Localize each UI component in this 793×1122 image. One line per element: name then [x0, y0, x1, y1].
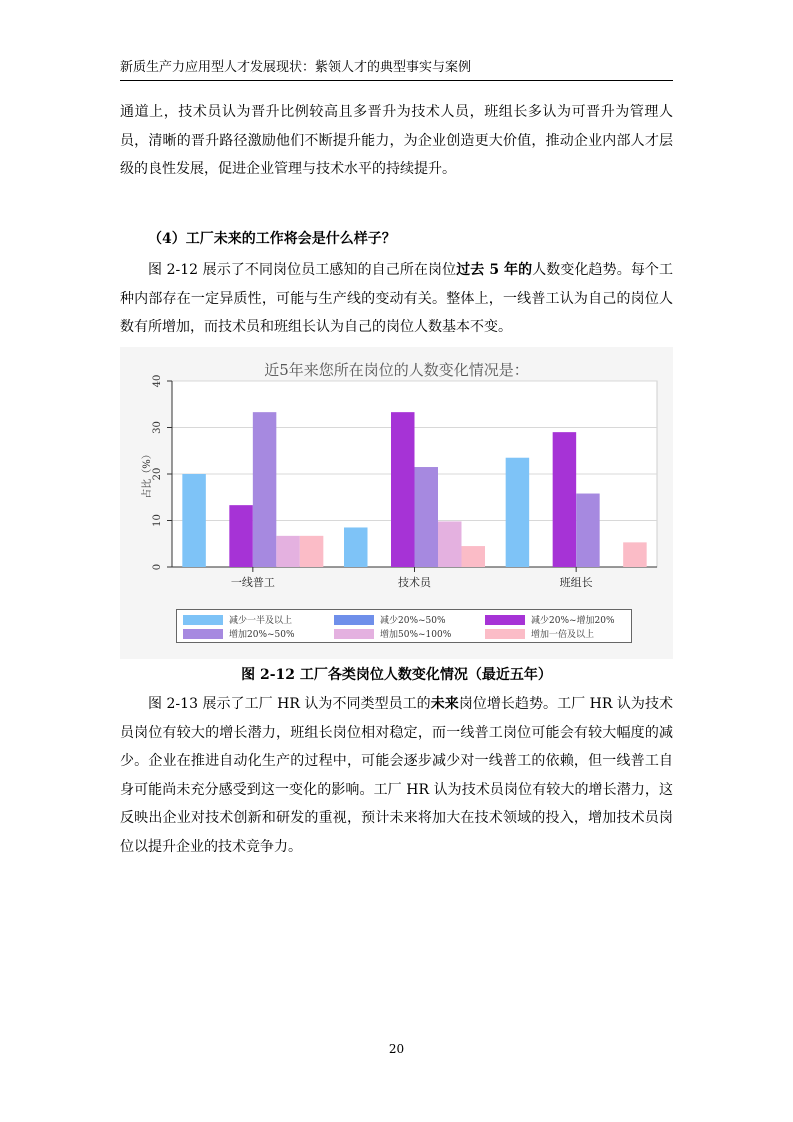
x-tick-label: 班组长	[559, 576, 593, 589]
legend-label: 减少20%~50%	[380, 616, 446, 626]
legend-label: 增加20%~50%	[229, 630, 295, 640]
bar-1-4	[253, 412, 276, 567]
paragraph-3-text-b: 岗位增长趋势。工厂 HR 认为技术员岗位有较大的增长潜力，班组长岗位相对稳定，而一线普工岗位可能会有较大幅度的减少。企业在推进自动化生产的过程中，可能会逐步减少对一线普工的依赖，但一线普工自身可能尚未充分感受到这一变化的影响。工厂 HR 认为技术员岗位有较大的增长潜力，这反映出企业对技术创新和研发的重视，预计未来将加大在技术领域的投入，增加技术员岗位以提升企业的技术竞争力。	[120, 696, 673, 855]
y-axis-label: 占比（%）	[142, 449, 153, 499]
paragraph-2	[120, 256, 673, 342]
legend-swatch	[183, 629, 223, 639]
bar-3-3	[553, 432, 577, 567]
page-number: 20	[388, 1042, 405, 1056]
chart-container	[120, 347, 673, 659]
legend-swatch	[183, 615, 223, 625]
y-tick-label: 0	[152, 563, 163, 571]
paragraph-3	[120, 690, 673, 862]
paragraph-2-bold: 过去 5 年的	[456, 262, 533, 278]
bar-2-4	[415, 467, 439, 567]
chart-legend	[176, 609, 632, 643]
bar-2-1	[344, 527, 368, 567]
bar-3-4	[576, 494, 600, 567]
section-heading: （4）工厂未来的工作将会是什么样子？	[148, 231, 396, 247]
legend-swatch	[485, 615, 525, 625]
y-tick-label: 10	[152, 514, 163, 527]
legend-item	[183, 627, 295, 640]
x-tick-label: 技术员	[398, 576, 431, 589]
x-tick-label: 一线普工	[230, 576, 275, 589]
bar-2-6	[462, 546, 486, 567]
legend-label: 减少一半及以上	[229, 616, 293, 626]
bar-1-5	[276, 536, 300, 567]
legend-item	[485, 627, 594, 640]
bar-2-5	[438, 521, 462, 567]
paragraph-2-text-a: 图 2-12 展示了不同岗位员工感知的自己所在岗位	[148, 262, 457, 278]
legend-label: 减少20%~增加20%	[531, 616, 615, 626]
bar-1-1	[182, 474, 206, 567]
bar-3-6	[623, 542, 647, 567]
bar-3-1	[506, 458, 529, 567]
legend-label: 增加50%~100%	[380, 630, 452, 640]
paragraph-2-text-b: 人数变化趋势。每个工种内部存在一定异质性，可能与生产线的变动有关。整体上，一线普工认为自己的岗位人数有所增加，而技术员和班组长认为自己的岗位人数基本不变。	[120, 262, 673, 336]
legend-item	[485, 613, 615, 626]
legend-swatch	[485, 629, 525, 639]
legend-label: 增加一倍及以上	[531, 630, 595, 640]
legend-item	[334, 613, 446, 626]
chart-title: 近5年来您所在岗位的人数变化情况是：	[264, 361, 529, 379]
legend-item	[334, 627, 451, 640]
legend-swatch	[334, 629, 374, 639]
figure-caption: 图 2-12 工厂各类岗位人数变化情况（最近五年）	[241, 667, 552, 683]
bar-2-3	[391, 412, 415, 567]
legend-swatch	[334, 615, 374, 625]
bar-1-3	[229, 505, 253, 567]
paragraph-3-text-a: 图 2-13 展示了工厂 HR 认为不同类型员工的	[148, 696, 431, 712]
paragraph-1: 通道上，技术员认为晋升比例较高且多晋升为技术人员，班组长多认为可晋升为管理人员，清晰的晋升路径激励他们不断提升能力，为企业创造更大价值，推动企业内部人才层级的良性发展，促进企业管理与技术水平的持续提升。	[120, 104, 673, 178]
y-tick-label: 20	[152, 467, 163, 481]
running-header: 新质生产力应用型人才发展现状：紫领人才的典型事实与案例	[120, 56, 673, 81]
paragraph-3-bold: 未来	[430, 696, 459, 712]
y-tick-label: 40	[152, 374, 163, 388]
legend-item	[183, 613, 292, 626]
y-tick-label: 30	[152, 421, 163, 434]
bar-1-6	[300, 536, 324, 567]
